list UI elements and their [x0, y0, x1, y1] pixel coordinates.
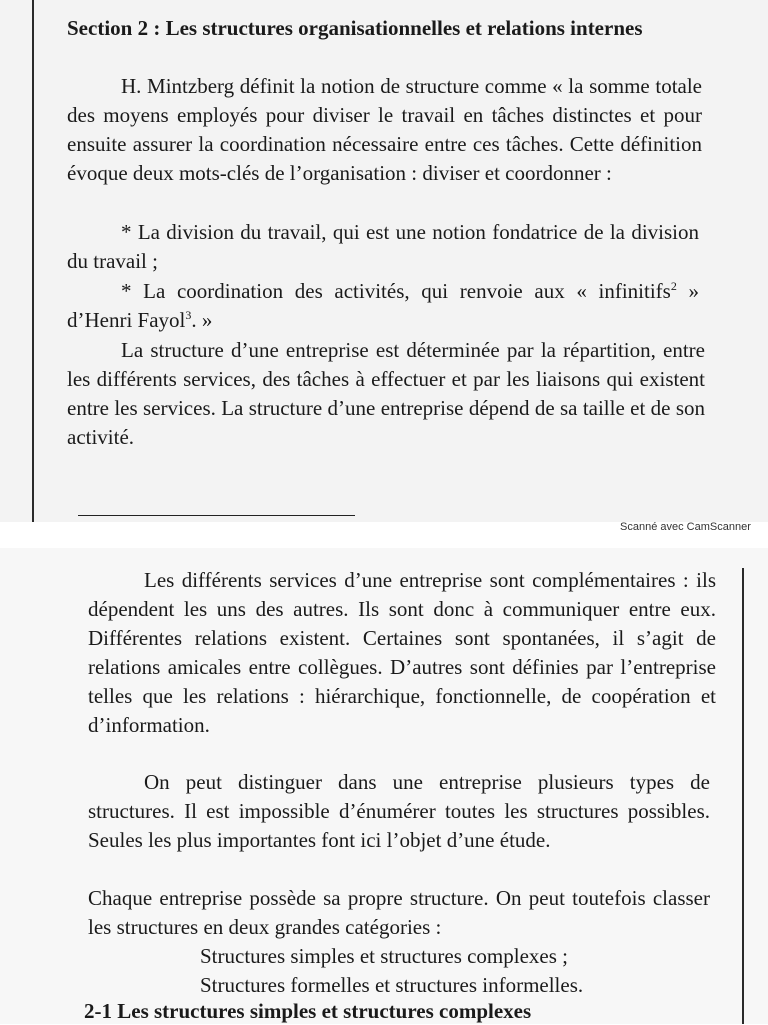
section-heading: Section 2 : Les structures organisationnelles et relations internes [67, 16, 643, 40]
subsection-heading: 2-1 Les structures simples et structures complexes [84, 999, 532, 1023]
footnote-separator [78, 515, 355, 516]
bullet-coordination-fayol: » d’Henri Fayol [67, 279, 699, 332]
paragraph-mintzberg-definition: H. Mintzberg définit la notion de structure comme « la somme totale des moyens employés pour diviser le travail en tâches distinctes et pour ensuite assurer la coordination nécessaire entre ces tâches. Cette définition évoque deux mots-clés de l’organisation : diviser et coordonner : [67, 74, 702, 185]
page-edge-line [32, 0, 34, 522]
list-item: Structures simples et structures complexes ; [200, 944, 569, 968]
scanner-watermark: Scanné avec CamScanner [620, 521, 751, 533]
bullet-division-du-travail: * La division du travail, qui est une notion fondatrice de la division du travail ; [67, 220, 699, 273]
bullet-coordination-text: * La coordination des activités, qui renvoie aux « infinitifs [121, 279, 671, 303]
bullet-coordination [67, 277, 699, 335]
paragraph-categories: Chaque entreprise possède sa propre structure. On peut toutefois classer les structures en deux grandes catégories : [88, 886, 710, 939]
paragraph-services-relations: Les différents services d’une entreprise sont complémentaires : ils dépendent les uns des autres. Ils sont donc à communiquer entre eux. Différentes relations existent. Certaines sont spontanées, il s’agit de relations amicales entre collègues. D’autres sont définies par l’entreprise telles que les relations : hiérarchique, fonctionnelle, de coopération et d’information. [88, 568, 716, 737]
paragraph-types-structures: On peut distinguer dans une entreprise plusieurs types de structures. Il est impossible d’énumérer toutes les structures possibles. Seules les plus importantes font ici l’objet d’une étude. [88, 770, 710, 852]
footnote-ref-2: 2 [670, 279, 677, 293]
paragraph-structure-entreprise: La structure d’une entreprise est déterminée par la répartition, entre les différents services, des tâches à effectuer et par les liaisons qui existent entre les services. La structure d’une entreprise dépend de sa taille et de son activité. [67, 338, 705, 449]
page-edge-line [742, 568, 744, 1024]
footnote-ref-3: 3 [185, 308, 192, 322]
list-item: Structures formelles et structures informelles. [200, 973, 584, 997]
bullet-coordination-end: . » [191, 308, 213, 332]
